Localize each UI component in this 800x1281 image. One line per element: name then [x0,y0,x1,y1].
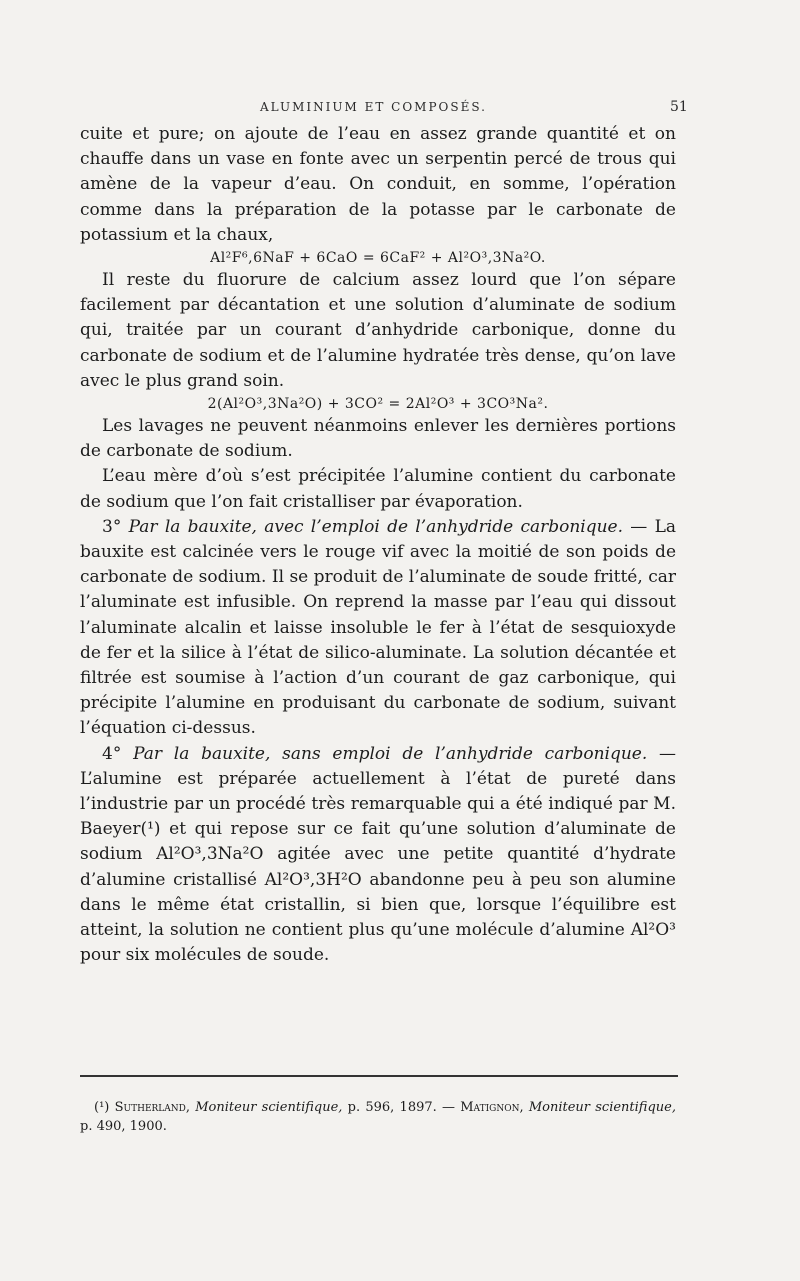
paragraph-2: Il reste du fluorure de calcium assez lourd que l’on sépare facilement par décantation et une solution d’aluminate de sodium qui, traitée par un courant d’anhydride carbonique, donne du carbonate de sodium et de l’alumine hydratée très dense, qu’on lave avec le plus grand soin. [80,270,676,391]
section-number-4: 4° [102,743,122,764]
paragraph-1: cuite et pure; on ajoute de l’eau en assez grande quantité et on chauffe dans un vase en fonte avec un serpentin percé de trous qui amène de la vapeur d’eau. On conduit, en somme, l’opération comme dans la préparation de la potasse par le carbonate de potassium et la chaux, [80,124,676,245]
paragraph-5-text: — La bauxite est calcinée vers le rouge vif avec la moitié de son poids de carbonate de sodium. Il se produit de l’aluminate de soude fritté, car l’aluminate est infusible. On reprend la masse par l’eau qui dissout l’aluminate alcalin et laisse insoluble le fer à l’état de sesquioxyde de fer et la silice à l’état de silico-aluminate. La solution décantée et filtrée est soumise à l’action d’un courant de gaz carbonique, qui précipite l’alumine en produisant du carbonate de sodium, suivant l’équation ci-dessus. [80,516,676,739]
section-heading-3: Par la bauxite, avec l’emploi de l’anhydride carbonique. [128,516,624,537]
footnote-work-1: Moniteur scientifique, [195,1100,343,1115]
equation-2: 2(Al²O³,3Na²O) + 3CO² = 2Al²O³ + 3CO³Na². [207,396,549,413]
footnote-marker: (¹) [94,1100,110,1115]
paragraph-6-text: — L’alumine est préparée actuellement à l’état de pureté dans l’industrie par un procédé très remarquable qui a été indiqué par M. Baeyer(¹) et qui repose sur ce fait qu’une solution d’aluminate de sodium Al²O³,3Na²O agitée avec une petite quantité d’hydrate d’alumine cristallisé Al²O³,3H²O abandonne peu à peu son alumine dans le même état cristallin, si bien que, lorsque l’équilibre est atteint, la solution ne contient plus qu’une molécule d’alumine Al²O³ pour six molécules de soude. [80,743,677,966]
footnote [80,1098,676,1136]
section-number-3: 3° [102,516,122,537]
footnote-rule [80,1075,678,1077]
equation-1: Al²F⁶,6NaF + 6CaO = 6CaF² + Al²O³,3Na²O. [210,250,546,267]
running-title: ALUMINIUM ET COMPOSÉS. [260,100,487,114]
footnote-ref-2: p. 490, 1900. [80,1119,167,1134]
main-text [80,122,676,969]
paragraph-4: L’eau mère d’où s’est précipitée l’alumine contient du carbonate de sodium que l’on fait cristalliser par évaporation. [80,466,676,512]
paragraph-3: Les lavages ne peuvent néanmoins enlever les dernières portions de carbonate de sodium. [80,416,676,462]
footnote-author-1: Sutherland, [114,1100,190,1115]
paragraph-6 [80,742,676,969]
section-heading-4: Par la bauxite, sans emploi de l’anhydride carbonique. [133,743,648,764]
footnote-ref-1: p. 596, 1897. — [342,1100,461,1115]
footnote-work-2: Moniteur scientifique, [528,1100,676,1115]
footnote-author-2: Matignon, [460,1100,524,1115]
paragraph-5 [80,515,676,742]
page-number: 51 [670,99,688,115]
